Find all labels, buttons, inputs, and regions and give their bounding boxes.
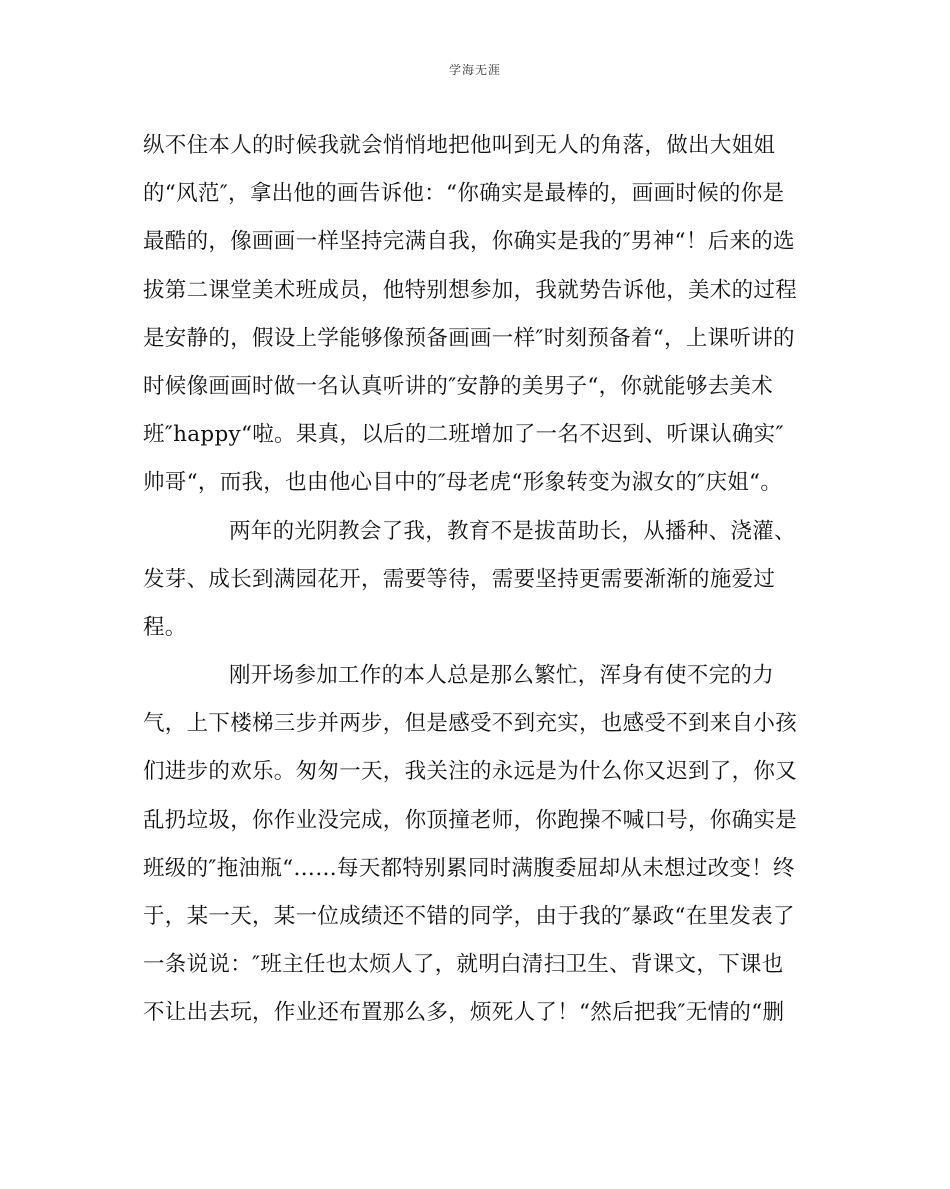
text-line: 乱扔垃圾，你作业没完成，你顶撞老师，你跑操不喊口号，你确实是	[143, 807, 798, 833]
text-line: 气，上下楼梯三步并两步，但是感受不到充实，也感受不到来自小孩	[143, 711, 798, 737]
text-line: 班级的″拖油瓶“……每天都特别累同时满腹委屈却从未想过改变！终	[143, 855, 795, 881]
page-header: 学海无涯	[448, 63, 501, 77]
text-line: 的“风范″，拿出他的画告诉他：“你确实是最棒的，画画时候的你是	[143, 181, 785, 207]
paragraph-start-line: 刚开场参加工作的本人总是那么繁忙，浑身有使不完的力	[229, 663, 775, 689]
text-line: 时候像画画时做一名认真听讲的″安静的美男子“，你就能够去美术	[143, 373, 774, 399]
text-line: 纵不住本人的时候我就会悄悄地把他叫到无人的角落，做出大姐姐	[143, 133, 776, 158]
text-line: 一条说说：″班主任也太烦人了，就明白清扫卫生、背课文，下课也	[143, 952, 784, 978]
text-line: 们进步的欢乐。匆匆一天，我关注的永远是为什么你又迟到了，你又	[143, 759, 798, 785]
text-line: 帅哥“，而我，也由他心目中的″母老虎“形象转变为淑女的″庆姐“。	[143, 470, 783, 496]
text-line: 发芽、成长到满园花开，需要等待，需要坚持更需要渐渐的施爱过	[143, 566, 776, 592]
text-line: 于，某一天，某一位成绩还不错的同学，由于我的″暴政“在里发表了	[143, 904, 795, 929]
document-body	[143, 126, 823, 1042]
text-line: 程。	[143, 614, 187, 640]
text-line: 最酷的，像画画一样坚持完满自我，你确实是我的″男神“！后来的选	[143, 229, 795, 255]
text-line: 不让出去玩，作业还布置那么多，烦死人了！“然后把我″无情的“删	[143, 1000, 785, 1026]
text-line: 班″happy“啦。果真，以后的二班增加了一名不迟到、听课认确实″	[143, 422, 784, 448]
text-line: 是安静的，假设上学能够像预备画画一样″时刻预备着“，上课听讲的	[143, 325, 795, 351]
text-line: 拔第二课堂美术班成员，他特别想参加，我就势告诉他，美术的过程	[143, 277, 798, 303]
paragraph-start-line: 两年的光阴教会了我，教育不是拔苗助长，从播种、浇灌、	[229, 518, 796, 544]
